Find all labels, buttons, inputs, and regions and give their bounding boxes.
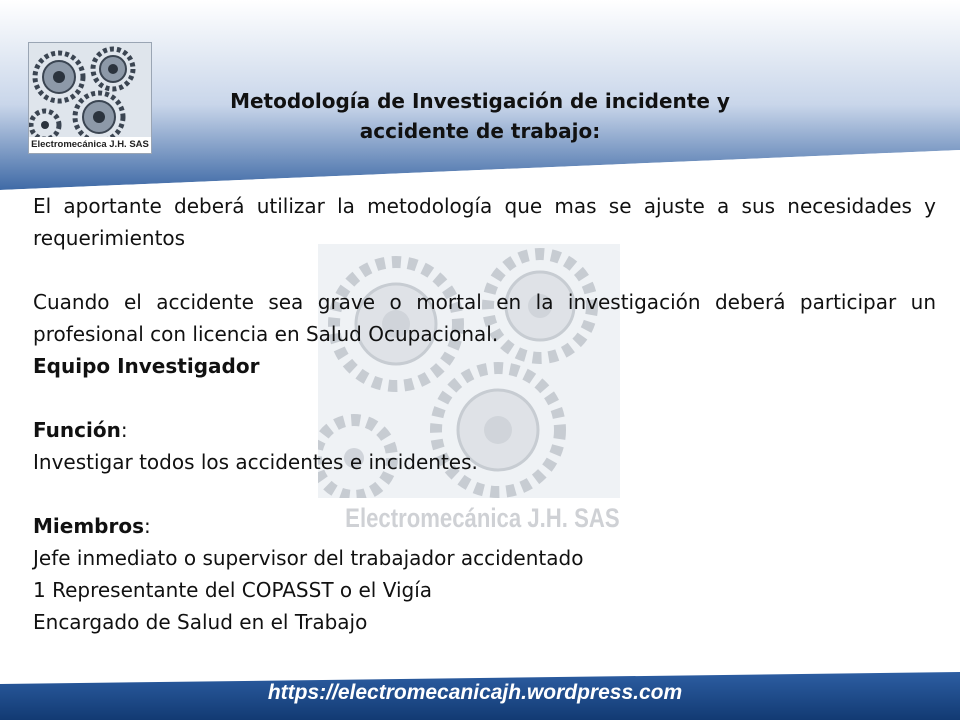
miembro-item: 1 Representante del COPASST o el Vigía — [33, 578, 433, 602]
miembros-heading — [33, 510, 936, 542]
funcion-colon: : — [120, 418, 128, 442]
logo-caption: Electromecánica J.H. SAS — [29, 137, 151, 153]
funcion-label: Función — [33, 418, 121, 442]
miembro-item: Jefe inmediato o supervisor del trabajador accidentado — [33, 546, 584, 570]
spacer — [33, 254, 936, 286]
funcion-heading — [33, 414, 936, 446]
miembro-item: Encargado de Salud en el Trabajo — [33, 610, 368, 634]
equipo-heading — [33, 350, 936, 382]
title-line-2: accidente de trabajo: — [359, 119, 601, 143]
spacer — [33, 478, 936, 510]
paragraph-aportante: El aportante deberá utilizar la metodología que mas se ajuste a sus necesidades y requerimientos — [33, 194, 936, 250]
slide-title — [150, 86, 810, 146]
funcion-text: Investigar todos los accidentes e incidentes. — [33, 450, 478, 474]
watermark-caption: Electromecánica J.H. SAS — [345, 503, 620, 533]
slide-content — [33, 190, 936, 638]
equipo-label: Equipo Investigador — [33, 354, 260, 378]
spacer — [33, 382, 936, 414]
company-logo — [28, 42, 152, 154]
paragraph-cuando: Cuando el accidente sea grave o mortal en la investigación deberá participar un profesional con licencia en Salud Ocupacional. — [33, 290, 936, 346]
gears-icon — [29, 43, 151, 139]
title-line-1: Metodología de Investigación de incidente y — [230, 89, 730, 113]
footer-url[interactable]: https://electromecanicajh.wordpress.com — [267, 681, 683, 704]
miembros-label: Miembros — [33, 514, 144, 538]
miembros-colon: : — [144, 514, 151, 538]
